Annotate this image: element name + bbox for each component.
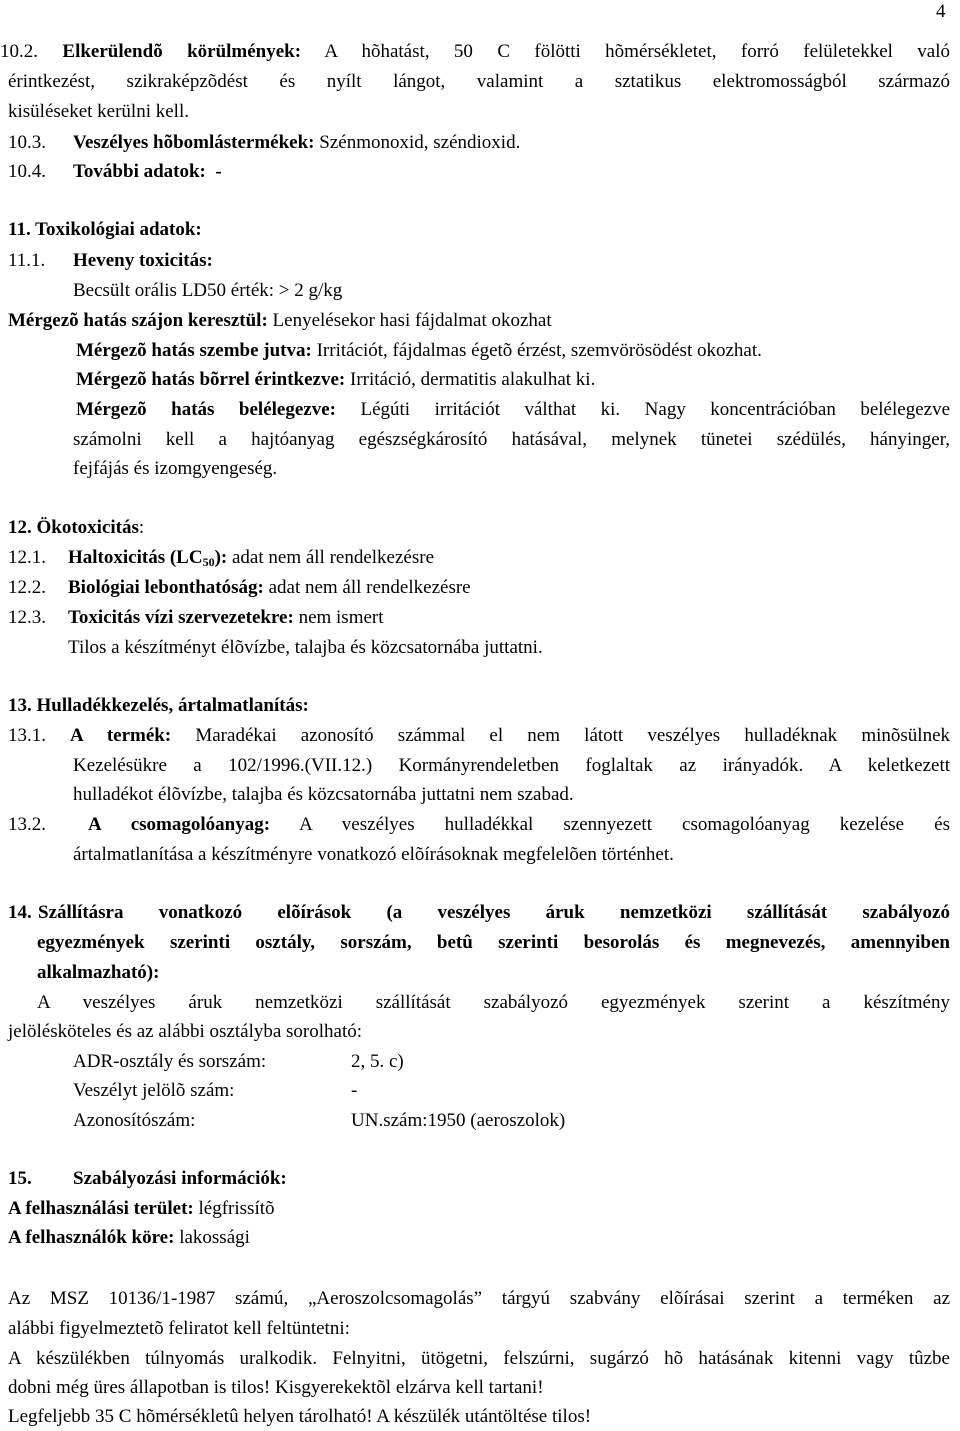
section-10-3-heading: Veszélyes hõbomlástermékek: [73, 132, 315, 153]
adr-class-value: 2, 5. c) [351, 1051, 404, 1072]
user-group-text: lakossági [179, 1227, 250, 1248]
oral-toxicity [8, 309, 552, 333]
section-12-3 [8, 606, 384, 630]
section-11-title: 11. Toxikológiai adatok: [8, 219, 202, 240]
section-10-4-number: 10.4. [8, 161, 46, 182]
section-13-1-line3: hulladékot élõvízbe, talajba és közcsatornába juttatni nem szabad. [73, 784, 574, 805]
section-12-1-number: 12.1. [8, 547, 46, 568]
section-10-2-heading: Elkerülendõ körülmények: [62, 41, 302, 62]
section-13-2-line1 [8, 813, 950, 837]
oral-toxicity-heading: Mérgezõ hatás szájon keresztül: [8, 310, 268, 331]
usage-area-text: légfrissítõ [198, 1198, 275, 1219]
section-13-2-text1: A veszélyes hulladékkal szennyezett csomagolóanyag kezelése és [299, 814, 951, 835]
skin-toxicity-heading: Mérgezõ hatás bõrrel érintkezve: [76, 369, 346, 390]
section-13-1-text1: Maradékai azonosító számmal el nem látott veszélyes hulladéknak minõsülnek [195, 725, 951, 746]
section-10-2-text-b: C fölötti hõmérsékletet, forró felületekkel való [497, 41, 951, 62]
section-13-1-heading: A termék: [70, 725, 172, 746]
section-10-2-number: 10.2. [0, 41, 38, 62]
inhalation-toxicity-line1 [76, 398, 950, 422]
usage-area [8, 1197, 275, 1221]
section-10-3-number: 10.3. [8, 132, 46, 153]
section-10-2-line3: kisüléseket kerülni kell. [8, 101, 189, 122]
section-11-1-number: 11.1. [8, 250, 46, 271]
section-15-number: 15. [8, 1168, 32, 1189]
ld50-value: Becsült orális LD50 érték: > 2 g/kg [73, 280, 343, 301]
skin-toxicity-text: Irritáció, dermatitis alakulhat ki. [350, 369, 596, 390]
section-10-2-line2: érintkezést, szikraképzõdést és nyílt lángot, valamint a sztatikus elektromosságból származó [8, 71, 950, 92]
section-10-3-text: Szénmonoxid, széndioxid. [319, 132, 521, 153]
eye-toxicity-heading: Mérgezõ hatás szembe jutva: [76, 340, 312, 361]
section-11-1 [8, 249, 213, 273]
inhalation-toxicity-line3: fejfájás és izomgyengeség. [73, 458, 278, 479]
adr-class-label: ADR-osztály és sorszám: [73, 1051, 267, 1072]
section-10-4-heading: További adatok: [73, 161, 206, 182]
section-13-title: 13. Hulladékkezelés, ártalmatlanítás: [8, 695, 309, 716]
section-10-3 [8, 131, 520, 155]
section-13-2-line2: ártalmatlanítása a készítményre vonatkozó elõírásoknak megfelelõen történhet. [73, 844, 674, 865]
section-14-title1: Szállításra vonatkozó elõírások (a veszélyes áruk nemzetközi szállítását szabályozó [38, 902, 950, 923]
section-13-1-number: 13.1. [8, 725, 46, 746]
footer-para3: Legfeljebb 35 C hõmérsékletû helyen tárolható! A készülék utántöltése tilos! [8, 1406, 592, 1427]
section-14-title-line2: egyezmények szerinti osztály, sorszám, betû szerinti besorolás és megnevezés, amennyiben [37, 932, 950, 953]
section-12-3-text: nem ismert [298, 607, 384, 628]
section-14-title-line3: alkalmazható): [37, 962, 160, 983]
inhalation-toxicity-text1: Légúti irritációt válthat ki. Nagy koncentrációban belélegezve [360, 399, 951, 420]
footer-para1-line2: alábbi figyelmeztetõ feliratot kell feltüntetni: [8, 1318, 350, 1339]
skin-toxicity [76, 368, 595, 392]
adr-class-row [73, 1050, 404, 1074]
section-12-2-number: 12.2. [8, 577, 46, 598]
hazard-number-value: - [351, 1080, 358, 1101]
section-12-2 [8, 576, 471, 600]
usage-area-heading: A felhasználási terület: [8, 1198, 194, 1219]
un-number-row [73, 1109, 565, 1133]
section-12-2-heading: Biológiai lebonthatóság: [68, 577, 264, 598]
footer-para2-line1: A készülékben túlnyomás uralkodik. Felnyitni, ütögetni, felszúrni, sugárzó hõ hatásának kitenni vagy tûzbe [8, 1348, 950, 1369]
hazard-number-row [73, 1079, 357, 1103]
section-10-2-text-a: A hõhatást, 50 [324, 41, 473, 62]
section-12-3-number: 12.3. [8, 607, 46, 628]
un-number-value: UN.szám:1950 (aeroszolok) [351, 1110, 566, 1131]
section-12-title: 12. Ökotoxicitás: [8, 517, 145, 538]
user-group-heading: A felhasználók köre: [8, 1227, 175, 1248]
section-10-2-line1 [0, 40, 950, 64]
section-14-title-line1 [8, 901, 950, 925]
section-14-number: 14. [8, 902, 32, 923]
section-12-1: 12.1. Haltoxicitás $(LC_{50})$: adat nem áll rendelkezésre [8, 547, 435, 569]
inhalation-toxicity-line2: számolni kell a hajtóanyag egészségkárosító hatásával, melynek tünetei szédülés, hányinger, [73, 429, 950, 450]
section-12-2-text: adat nem áll rendelkezésre [268, 577, 471, 598]
footer-para1-line1: Az MSZ 10136/1-1987 számú, „Aeroszolcsomagolás” tárgyú szabvány elõírásai szerint a terméken az [8, 1288, 950, 1309]
section-10-4 [8, 160, 222, 184]
section-13-2-heading: A csomagolóanyag: [88, 814, 271, 835]
eye-toxicity-text: Irritációt, fájdalmas égetõ érzést, szemvörösödést okozhat. [316, 340, 762, 361]
section-12-note: Tilos a készítményt élõvízbe, talajba és közcsatornába juttatni. [68, 637, 543, 658]
inhalation-toxicity-heading: Mérgezõ hatás belélegezve: [76, 399, 336, 420]
hazard-number-label: Veszélyt jelölõ szám: [73, 1080, 235, 1101]
eye-toxicity [76, 339, 762, 363]
section-11-1-heading: Heveny toxicitás: [73, 250, 213, 271]
section-13-2-number: 13.2. [8, 814, 46, 835]
section-13-1-line1 [8, 724, 950, 748]
section-14-text-line2: jelölésköteles és az alábbi osztályba sorolható: [8, 1021, 363, 1042]
footer-para2-line2: dobni még üres állapotban is tilos! Kisgyerekektõl elzárva kell tartani! [8, 1377, 544, 1398]
page-number: 4 [936, 1, 946, 22]
section-15-title [8, 1167, 287, 1191]
section-15-heading: Szabályozási információk: [73, 1168, 287, 1189]
oral-toxicity-text: Lenyelésekor hasi fájdalmat okozhat [272, 310, 552, 331]
section-14-text-line1: A veszélyes áruk nemzetközi szállítását szabályozó egyezmények szerint a készítmény [37, 992, 950, 1013]
user-group [8, 1226, 250, 1250]
section-13-1-line2: Kezelésükre a 102/1996.(VII.12.) Kormányrendeletben foglaltak az irányadók. A keletkezett [73, 755, 950, 776]
section-12-1-text: adat nem áll rendelkezésre [231, 547, 435, 568]
un-number-label: Azonosítószám: [73, 1110, 196, 1131]
section-12-3-heading: Toxicitás vízi szervezetekre: [68, 607, 294, 628]
section-10-4-text: - [215, 161, 222, 182]
